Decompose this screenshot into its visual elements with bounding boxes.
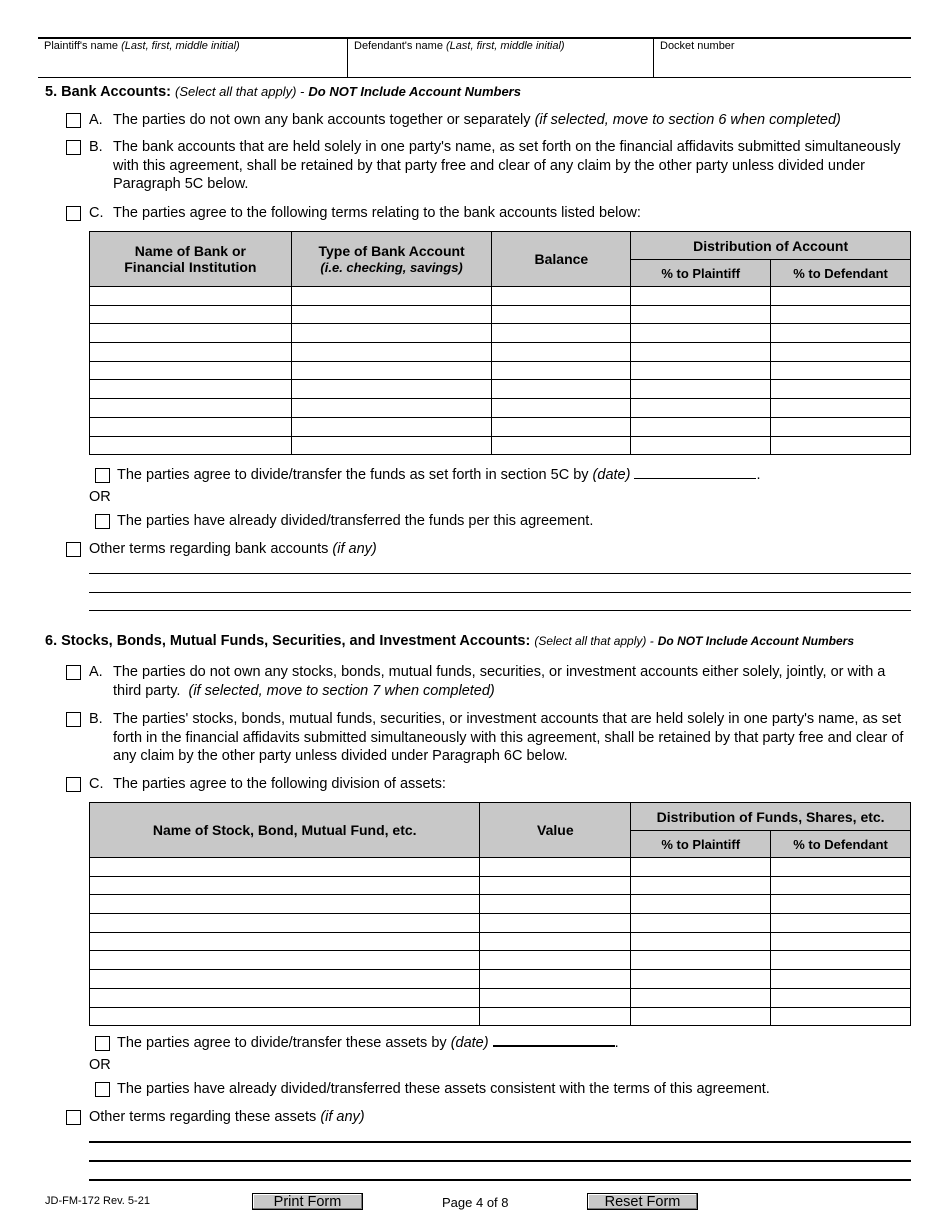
table-cell[interactable] <box>631 436 771 455</box>
table-cell[interactable] <box>90 970 480 989</box>
col-pct-plaintiff: % to Plaintiff <box>631 831 771 858</box>
table-cell[interactable] <box>90 895 480 914</box>
table-cell[interactable] <box>291 305 492 324</box>
table-cell[interactable] <box>631 1007 771 1026</box>
table-cell[interactable] <box>291 361 492 380</box>
table-cell[interactable] <box>631 380 771 399</box>
table-cell[interactable] <box>480 858 631 877</box>
s5-or: OR <box>89 489 111 505</box>
table-row <box>90 858 911 877</box>
s5-other-line[interactable] <box>89 610 911 611</box>
table-cell[interactable] <box>291 417 492 436</box>
table-cell[interactable] <box>631 988 771 1007</box>
table-cell[interactable] <box>492 380 631 399</box>
table-cell[interactable] <box>771 361 911 380</box>
table-cell[interactable] <box>480 876 631 895</box>
table-cell[interactable] <box>480 932 631 951</box>
table-cell[interactable] <box>90 324 292 343</box>
table-cell[interactable] <box>771 876 911 895</box>
table-cell[interactable] <box>480 895 631 914</box>
table-cell[interactable] <box>90 951 480 970</box>
table-cell[interactable] <box>631 970 771 989</box>
col-distribution: Distribution of Funds, Shares, etc. <box>631 803 911 831</box>
case-header <box>38 37 911 78</box>
table-cell[interactable] <box>492 399 631 418</box>
table-cell[interactable] <box>492 324 631 343</box>
table-cell[interactable] <box>771 932 911 951</box>
s6-c-checkbox[interactable] <box>66 777 81 792</box>
table-cell[interactable] <box>492 343 631 362</box>
stocks-table <box>89 802 911 1026</box>
table-cell[interactable] <box>480 951 631 970</box>
table-row <box>90 380 911 399</box>
table-row <box>90 970 911 989</box>
table-row <box>90 361 911 380</box>
table-cell[interactable] <box>631 858 771 877</box>
s6-divide-checkbox[interactable] <box>95 1036 110 1051</box>
col-balance: Balance <box>492 232 631 287</box>
s6-a-checkbox[interactable] <box>66 665 81 680</box>
table-cell[interactable] <box>631 951 771 970</box>
table-cell[interactable] <box>291 436 492 455</box>
table-row <box>90 399 911 418</box>
s5-c-checkbox[interactable] <box>66 206 81 221</box>
table-row <box>90 436 911 455</box>
table-row <box>90 895 911 914</box>
table-cell[interactable] <box>631 324 771 343</box>
s6-date-field[interactable] <box>493 1034 615 1047</box>
bank-accounts-table <box>89 231 911 455</box>
table-cell[interactable] <box>771 895 911 914</box>
table-row <box>90 988 911 1007</box>
page-number: Page 4 of 8 <box>442 1195 509 1210</box>
table-row <box>90 914 911 933</box>
section-5-title: 5. Bank Accounts: (Select all that apply) - Do NOT Include Account Numbers <box>45 84 521 100</box>
print-form-button[interactable]: Print Form <box>252 1193 363 1210</box>
table-cell[interactable] <box>480 914 631 933</box>
table-cell[interactable] <box>631 399 771 418</box>
table-row <box>90 324 911 343</box>
table-cell[interactable] <box>90 399 292 418</box>
reset-form-button[interactable]: Reset Form <box>587 1193 698 1210</box>
table-cell[interactable] <box>771 970 911 989</box>
table-cell[interactable] <box>492 305 631 324</box>
table-cell[interactable] <box>291 343 492 362</box>
col-pct-defendant: % to Defendant <box>771 831 911 858</box>
table-cell[interactable] <box>771 287 911 306</box>
table-cell[interactable] <box>90 305 292 324</box>
s6-already-checkbox[interactable] <box>95 1082 110 1097</box>
docket-number-field[interactable]: Docket number <box>660 40 735 52</box>
table-cell[interactable] <box>771 1007 911 1026</box>
table-cell[interactable] <box>631 895 771 914</box>
table-row <box>90 876 911 895</box>
table-cell[interactable] <box>771 343 911 362</box>
table-cell[interactable] <box>90 914 480 933</box>
col-bank-name: Name of Bank or Financial Institution <box>90 232 292 287</box>
table-cell[interactable] <box>631 343 771 362</box>
s5-other-line[interactable] <box>89 573 911 574</box>
table-cell[interactable] <box>771 914 911 933</box>
table-cell[interactable] <box>631 361 771 380</box>
table-cell[interactable] <box>631 305 771 324</box>
table-cell[interactable] <box>631 932 771 951</box>
s6-other-checkbox[interactable] <box>66 1110 81 1125</box>
table-cell[interactable] <box>492 436 631 455</box>
table-cell[interactable] <box>480 970 631 989</box>
s5-already-checkbox[interactable] <box>95 514 110 529</box>
table-cell[interactable] <box>291 380 492 399</box>
s5-a-checkbox[interactable] <box>66 113 81 128</box>
s5-other-line[interactable] <box>89 592 911 593</box>
table-cell[interactable] <box>90 988 480 1007</box>
s5-divide-checkbox[interactable] <box>95 468 110 483</box>
table-cell[interactable] <box>631 417 771 436</box>
table-row <box>90 287 911 306</box>
table-cell[interactable] <box>771 380 911 399</box>
table-cell[interactable] <box>90 1007 480 1026</box>
s6-or: OR <box>89 1057 111 1073</box>
col-pct-plaintiff: % to Plaintiff <box>631 260 771 287</box>
table-cell[interactable] <box>771 305 911 324</box>
table-cell[interactable] <box>90 858 480 877</box>
table-row <box>90 932 911 951</box>
plaintiff-name-field[interactable]: Plaintiff's name (Last, first, middle initial) <box>44 40 240 52</box>
table-cell[interactable] <box>90 932 480 951</box>
table-cell[interactable] <box>291 324 492 343</box>
table-cell[interactable] <box>492 361 631 380</box>
table-cell[interactable] <box>771 324 911 343</box>
table-cell[interactable] <box>291 287 492 306</box>
table-cell[interactable] <box>90 380 292 399</box>
s6-b-checkbox[interactable] <box>66 712 81 727</box>
col-pct-defendant: % to Defendant <box>771 260 911 287</box>
table-cell[interactable] <box>631 287 771 306</box>
table-cell[interactable] <box>771 436 911 455</box>
table-cell[interactable] <box>771 988 911 1007</box>
s6-other-line[interactable] <box>89 1141 911 1143</box>
table-row <box>90 417 911 436</box>
table-cell[interactable] <box>771 858 911 877</box>
table-cell[interactable] <box>90 876 480 895</box>
table-row <box>90 951 911 970</box>
col-stock-name: Name of Stock, Bond, Mutual Fund, etc. <box>90 803 480 858</box>
table-cell[interactable] <box>771 399 911 418</box>
table-cell[interactable] <box>480 1007 631 1026</box>
table-cell[interactable] <box>90 361 292 380</box>
table-cell[interactable] <box>771 951 911 970</box>
table-cell[interactable] <box>771 417 911 436</box>
table-row <box>90 305 911 324</box>
table-cell[interactable] <box>90 287 292 306</box>
defendant-name-field[interactable]: Defendant's name (Last, first, middle initial) <box>347 39 654 77</box>
table-cell[interactable] <box>631 876 771 895</box>
col-account-type: Type of Bank Account (i.e. checking, savings) <box>291 232 492 287</box>
table-cell[interactable] <box>631 914 771 933</box>
table-cell[interactable] <box>492 417 631 436</box>
table-cell[interactable] <box>291 399 492 418</box>
table-row <box>90 1007 911 1026</box>
s6-other-line[interactable] <box>89 1179 911 1181</box>
s5-date-field[interactable] <box>634 466 756 479</box>
form-id: JD-FM-172 Rev. 5-21 <box>45 1195 150 1207</box>
s5-other-checkbox[interactable] <box>66 542 81 557</box>
table-cell[interactable] <box>90 417 292 436</box>
table-cell[interactable] <box>480 988 631 1007</box>
table-cell[interactable] <box>90 436 292 455</box>
table-row <box>90 343 911 362</box>
col-value: Value <box>480 803 631 858</box>
s6-other-line[interactable] <box>89 1160 911 1162</box>
s5-b-checkbox[interactable] <box>66 140 81 155</box>
section-6-title: 6. Stocks, Bonds, Mutual Funds, Securities, and Investment Accounts: (Select all that apply) - Do NOT Include Account Numbers <box>45 633 854 649</box>
col-distribution: Distribution of Account <box>631 232 911 260</box>
table-cell[interactable] <box>90 343 292 362</box>
table-cell[interactable] <box>492 287 631 306</box>
